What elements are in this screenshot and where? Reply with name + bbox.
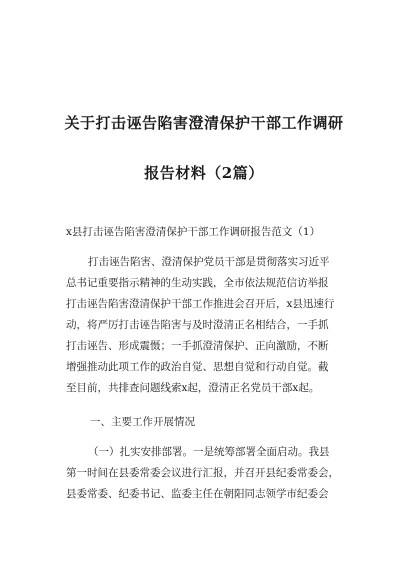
document-title-line-1: 关于打击诬告陷害澄清保护干部工作调研 [64,114,344,132]
paragraph-line: 增强推动此项工作的政治自觉、思想自觉和行动自觉。截 [66,361,329,373]
document-title-line-2: 报告材料（2篇） [144,164,264,182]
paragraph-line: 至目前，共排查问题线索x起，澄清正名党员干部x起。 [66,382,320,394]
section-heading: 一、主要工作开展情况 [90,416,195,428]
paragraph-line: 打击诬告陷害、澄清保护党员干部是贯彻落实习近平 [88,256,330,268]
paragraph-line: 第一时间在县委常委会议进行汇报，并召开县纪委常委会， [66,467,339,479]
section-subtitle: x县打击诬告陷害澄清保护干部工作调研报告范文（1） [66,226,321,238]
intro-paragraph [66,252,346,399]
paragraph-line: 总书记重要指示精神的生动实践，全市依法规范信访举报 [66,277,329,289]
work-paragraph [66,442,346,505]
paragraph-line: 打击诬告陷害澄清保护干部工作推进会召开后，x县迅速行 [66,298,335,310]
paragraph-line: 打击诬告、形成震慑；一手抓澄清保护、正向激励，不断 [66,340,329,352]
paragraph-line: （一）扎实安排部署。一是统筹部署全面启动。我县 [88,446,330,458]
paragraph-line: 动，将严厉打击诬告陷害与及时澄清正名相结合，一手抓 [66,319,329,331]
paragraph-line: 县委常委、纪委书记、监委主任在朝阳同志领学市纪委会 [66,488,329,500]
